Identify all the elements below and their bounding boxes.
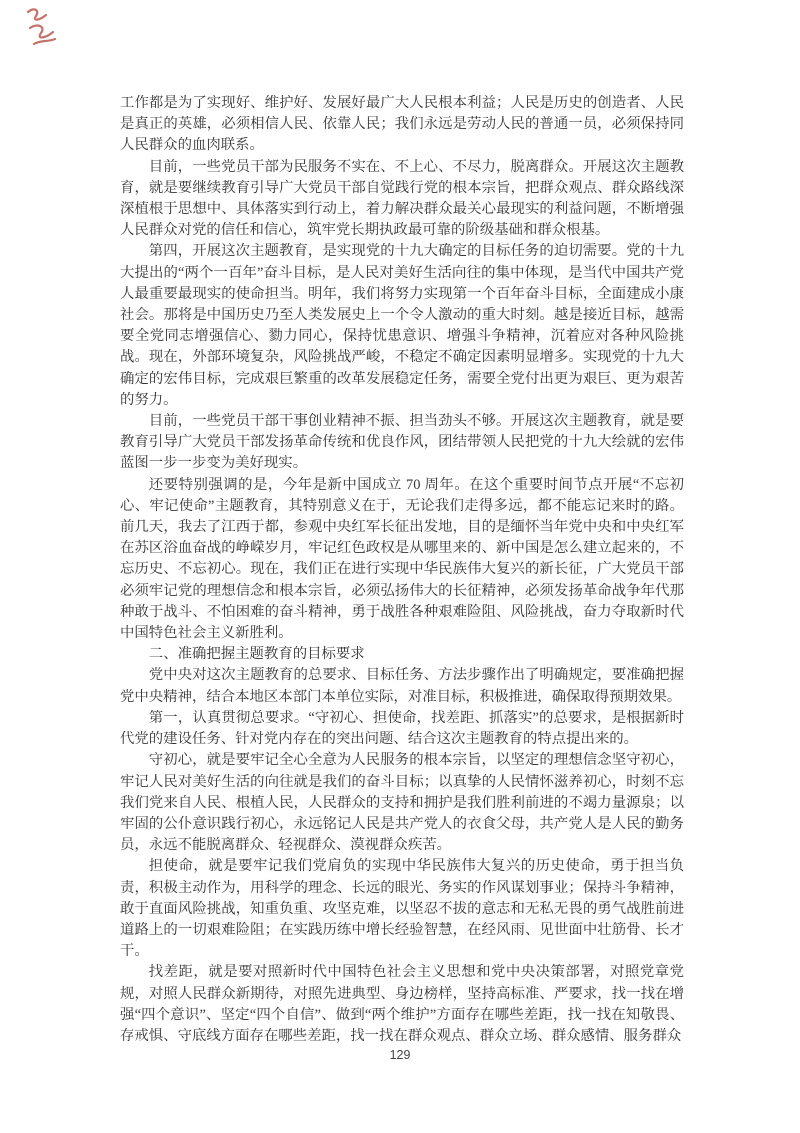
paragraph: 担使命，就是要牢记我们党肩负的实现中华民族伟大复兴的历史使命，勇于担当负责，积极主动作为，用科学的理念、长远的眼光、务实的作风谋划事业；保持斗争精神，敢于直面风险挑战，知重负重、攻坚克难，以坚忍不拔的意志和无私无畏的勇气战胜前进道路上的一切艰难险阻；在实践历练中增长经验智慧，在经风雨、见世面中壮筋骨、长才干。	[120, 858, 684, 960]
paragraph: 守初心，就是要牢记全心全意为人民服务的根本宗旨，以坚定的理想信念坚守初心，牢记人民对美好生活的向往就是我们的奋斗目标；以真挚的人民情怀滋养初心，时刻不忘我们党来自人民、根植人民，人民群众的支持和拥护是我们胜利前进的不竭力量源泉；以牢固的公仆意识践行初心，永远铭记人民是共产党人的衣食父母，共产党人是人民的勤务员，永远不能脱离群众、轻视群众、漠视群众疾苦。	[120, 752, 684, 854]
paragraph: 找差距，就是要对照新时代中国特色社会主义思想和党中央决策部署，对照党章党规，对照人民群众新期待，对照先进典型、身边榜样，坚持高标准、严要求，找一找在增强“四个意识”、坚定“四个自信”、做到“两个维护”方面存在哪些差距，找一找在知敬畏、存戒惧、守底线方面存在哪些差距，找一找在群众观点、群众立场、群众感情、服务群众	[120, 964, 684, 1044]
page-number: 129	[389, 1048, 411, 1062]
paragraph: 第一，认真贯彻总要求。“守初心、担使命，找差距、抓落实”的总要求，是根据新时代党的建设任务、针对党内存在的突出问题、结合这次主题教育的特点提出来的。	[120, 709, 684, 748]
paragraph: 第四，开展这次主题教育，是实现党的十九大确定的目标任务的迫切需要。党的十九大提出的“两个一百年”奋斗目标，是人民对美好生活向往的集中体现，是当代中国共产党人最重要最现实的使命担当。明年，我们将努力实现第一个百年奋斗目标，全面建成小康社会。那将是中国历史乃至人类发展史上一个令人激动的重大时刻。越是接近目标，越需要全党同志增强信心、勠力同心，保持忧患意识、增强斗争精神，沉着应对各种风险挑战。现在，外部环境复杂，风险挑战严峻，不稳定不确定因素明显增多。实现党的十九大确定的宏伟目标，完成艰巨繁重的改革发展稳定任务，需要全党付出更为艰巨、更为艰苦的努力。	[120, 243, 684, 408]
page-content	[120, 93, 684, 1047]
red-pen-annotation-icon	[22, 4, 64, 50]
paragraph: 目前，一些党员干部为民服务不实在、不上心、不尽力，脱离群众。开展这次主题教育，就是要继续教育引导广大党员干部自觉践行党的根本宗旨，把群众观点、群众路线深深植根于思想中、具体落实到行动上，着力解决群众最关心最现实的利益问题，不断增强人民群众对党的信任和信心，筑牢党长期执政最可靠的阶级基础和群众根基。	[120, 158, 684, 239]
paragraph: 还要特别强调的是，今年是新中国成立 70 周年。在这个重要时间节点开展“不忘初心、牢记使命”主题教育，其特别意义在于，无论我们走得多远，都不能忘记来时的路。前几天，我去了江西于都，参观中央红军长征出发地，目的是缅怀当年党中央和中央红军在苏区浴血奋战的峥嵘岁月，牢记红色政权是从哪里来的、新中国是怎么建立起来的，不忘历史、不忘初心。现在，我们正在进行实现中华民族伟大复兴的新长征，广大党员干部必须牢记党的理想信念和根本宗旨，必须弘扬伟大的长征精神，必须发扬革命战争年代那种敢于战斗、不怕困难的奋斗精神，勇于战胜各种艰难险阻、风险挑战，奋力夺取新时代中国特色社会主义新胜利。	[120, 476, 684, 642]
section-heading: 二、准确把握主题教育的目标要求	[148, 646, 365, 663]
paragraph: 党中央对这次主题教育的总要求、目标任务、方法步骤作出了明确规定，要准确把握党中央精神，结合本地区本部门本单位实际，对准目标，积极推进，确保取得预期效果。	[120, 667, 684, 705]
paragraph: 目前，一些党员干部干事创业精神不振、担当劲头不够。开展这次主题教育，就是要教育引导广大党员干部发扬革命传统和优良作风，团结带领人民把党的十九大绘就的宏伟蓝图一步一步变为美好现实。	[120, 413, 684, 472]
paragraph: 工作都是为了实现好、维护好、发展好最广大人民根本利益；人民是历史的创造者、人民是真正的英雄，必须相信人民、依靠人民；我们永远是劳动人民的普通一员，必须保持同人民群众的血肉联系。	[120, 95, 684, 154]
